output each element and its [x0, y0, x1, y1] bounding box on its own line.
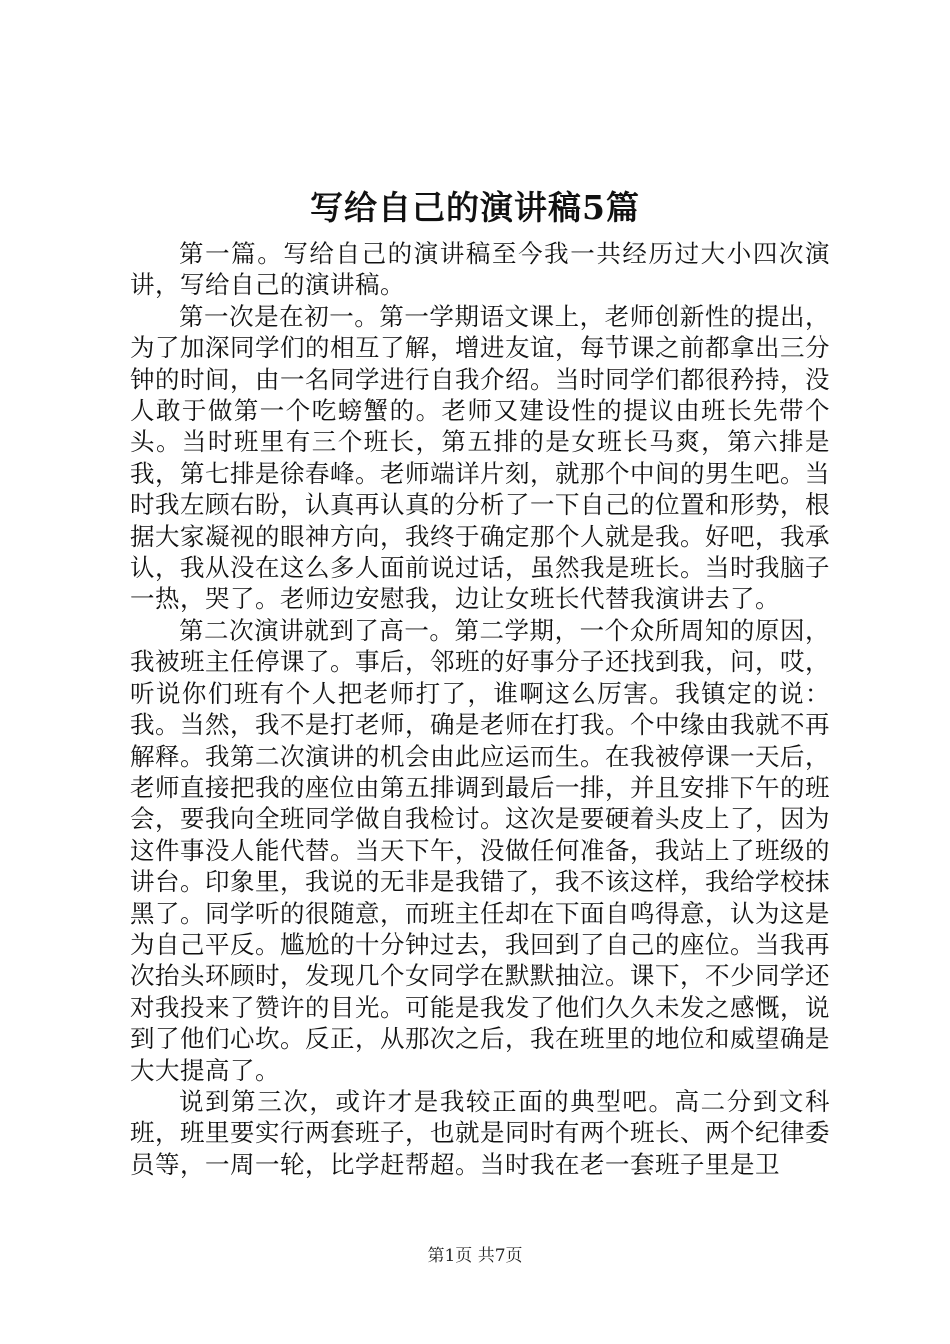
paragraph-2: 第一次是在初一。第一学期语文课上，老师创新性的提出，为了加深同学们的相互了解，增进友谊，每节课之前都拿出三分钟的时间，由一名同学进行自我介绍。当时同学们都很矜持，没人敢于做第一个吃螃蟹的。老师又建设性的提议由班长先带个头。当时班里有三个班长，第五排的是女班长马爽，第六排是我，第七排是徐春峰。老师端详片刻，就那个中间的男生吧。当时我左顾右盼，认真再认真的分析了一下自己的位置和形势，根据大家凝视的眼神方向，我终于确定那个人就是我。好吧，我承认，我从没在这么多人面前说过话，虽然我是班长。当时我脑子一热，哭了。老师边安慰我，边让女班长代替我演讲去了。: [130, 301, 830, 614]
page-footer: [0, 1244, 950, 1268]
document-body: [130, 238, 830, 1180]
page-number-label: 第1页 共7页: [427, 1246, 523, 1266]
document-title: 写给自己的演讲稿5篇: [310, 188, 640, 227]
paragraph-3: 第二次演讲就到了高一。第二学期，一个众所周知的原因，我被班主任停课了。事后，邻班的好事分子还找到我，问，哎，听说你们班有个人把老师打了，谁啊这么厉害。我镇定的说：我。当然，我不是打老师，确是老师在打我。个中缘由我就不再解释。我第二次演讲的机会由此应运而生。在我被停课一天后，老师直接把我的座位由第五排调到最后一排，并且安排下午的班会，要我向全班同学做自我检讨。这次是要硬着头皮上了，因为这件事没人能代替。当天下午，没做任何准备，我站上了班级的讲台。印象里，我说的无非是我错了，我不该这样，我给学校抹黑了。同学听的很随意，而班主任却在下面自鸣得意，认为这是为自己平反。尴尬的十分钟过去，我回到了自己的座位。当我再次抬头环顾时，发现几个女同学在默默抽泣。课下，不少同学还对我投来了赞许的目光。可能是我发了他们久久未发之感慨，说到了他们心坎。反正，从那次之后，我在班里的地位和威望确是大大提高了。: [130, 615, 830, 1085]
paragraph-4: 说到第三次，或许才是我较正面的典型吧。高二分到文科班，班里要实行两套班子，也就是同时有两个班长、两个纪律委员等，一周一轮，比学赶帮超。当时我在老一套班子里是卫: [130, 1086, 830, 1179]
paragraph-1: 第一篇。写给自己的演讲稿至今我一共经历过大小四次演讲，写给自己的演讲稿。: [130, 239, 830, 300]
